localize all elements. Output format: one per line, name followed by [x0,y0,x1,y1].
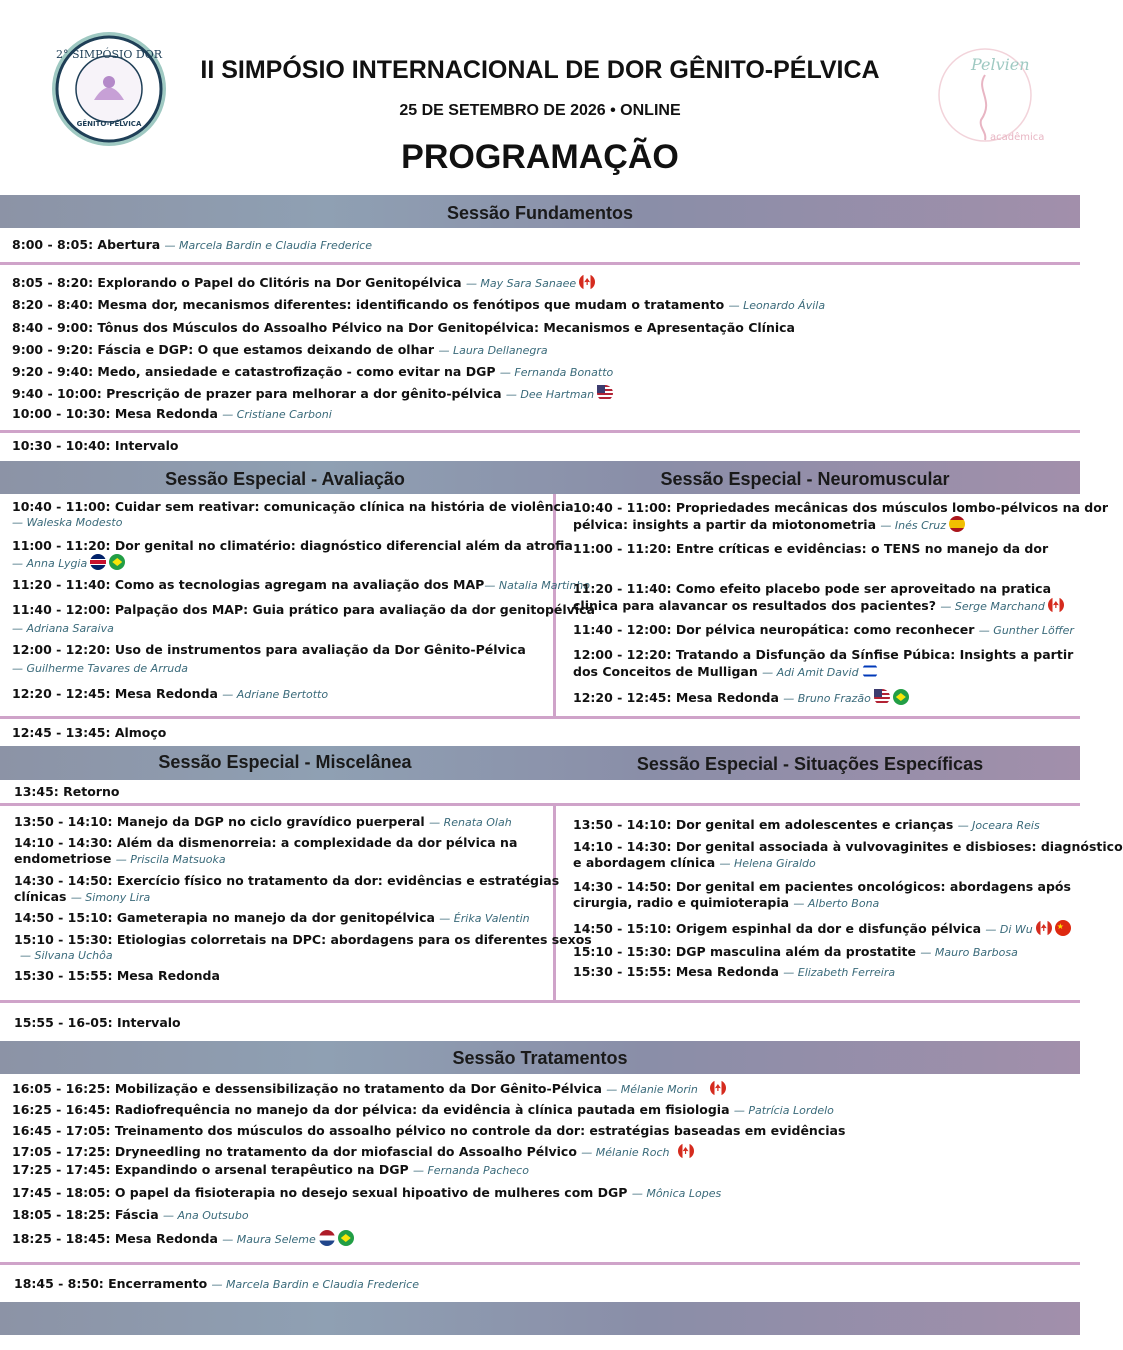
canada-flag-icon [710,1080,726,1096]
session-title-tratamentos: Sessão Tratamentos [452,1048,628,1068]
schedule-row: 9:40 - 10:00: Prescrição de prazer para melhorar a dor gênito-pélvica — Dee Hartman [12,385,613,403]
netherlands-flag-icon [319,1230,335,1246]
schedule-row: 15:10 - 15:30: DGP masculina além da prostatite — Mauro Barbosa [573,944,1018,959]
event-date: 25 DE SETEMBRO DE 2026 • ONLINE [399,102,681,119]
svg-text:Pelvien: Pelvien [971,55,1030,74]
schedule-row: 10:40 - 11:00: Cuidar sem reativar: comunicação clínica na história de violência — Waleska Modesto [12,499,574,529]
brazil-flag-icon [109,554,125,570]
canada-flag-icon [1036,920,1052,936]
schedule-row: 9:00 - 9:20: Fáscia e DGP: O que estamos deixando de olhar — Laura Dellanegra [12,342,548,357]
break-row: 15:55 - 16-05: Intervalo [14,1015,181,1030]
schedule-row: 14:10 - 14:30: Além da dismenorreia: a complexidade da dor pélvica na endometriose — Priscila Matsuoka [14,835,518,866]
opening-row: 8:00 - 8:05: Abertura — Marcela Bardin e Claudia Frederice [12,237,372,252]
schedule-row: 8:05 - 8:20: Explorando o Papel do Clitóris na Dor Genitopélvica — May Sara Sanaee [12,274,595,292]
session-title-situacoes: Sessão Especial - Situações Específicas [636,754,984,774]
schedule-row: 12:00 - 12:20: Uso de instrumentos para avaliação da Dor Gênito-Pélvica — Guilherme Tavares de Arruda [12,642,526,675]
schedule-row: 15:30 - 15:55: Mesa Redonda — Elizabeth Ferreira [573,964,896,979]
schedule-row: 14:30 - 14:50: Exercício físico no tratamento da dor: evidências e estratégias clínicas — Simony Lira [14,873,560,904]
page-heading: PROGRAMAÇÃO [401,138,679,176]
brazil-flag-icon [893,689,909,705]
usa-flag-icon [874,689,890,705]
schedule-row: 11:20 - 11:40: Como as tecnologias agregam na avaliação dos MAP— Natalia Martinho [12,577,591,592]
schedule-row: 16:25 - 16:45: Radiofrequência no manejo da dor pélvica: da evidência à clínica pautada em fisiologia — Patrícia Lordelo [12,1102,834,1117]
schedule-row: 8:20 - 8:40: Mesma dor, mecanismos diferentes: identificando os fenótipos que mudam o tratamento — Leonardo Ávila [12,297,826,312]
schedule-row: 11:40 - 12:00: Dor pélvica neuropática: como reconhecer — Gunther Löffer [573,622,1074,637]
uk-flag-icon [90,554,106,570]
divider [0,430,1080,433]
schedule-row: 14:50 - 15:10: Origem espinhal da dor e disfunção pélvica — Di Wu★ [573,920,1071,938]
pelvien-logo [935,40,1045,150]
schedule-row: 14:50 - 15:10: Gameterapia no manejo da dor genitopélvica — Érika Valentin [14,910,530,925]
schedule-row: 12:20 - 12:45: Mesa Redonda — Adriane Bertotto [12,686,329,701]
schedule-row: 10:00 - 10:30: Mesa Redonda — Cristiane Carboni [12,406,332,421]
schedule-row: 17:05 - 17:25: Dryneedling no tratamento da dor miofascial do Assoalho Pélvico — Mélanie Roch [12,1143,694,1161]
schedule-row: 13:50 - 14:10: Manejo da DGP no ciclo gravídico puerperal — Renata Olah [14,814,512,829]
session-title-avaliacao: Sessão Especial - Avaliação [165,469,405,489]
schedule-row: 13:50 - 14:10: Dor genital em adolescentes e crianças — Joceara Reis [573,817,1040,832]
footer-band [0,1302,1080,1335]
usa-flag-icon [597,385,613,401]
schedule-row: 18:25 - 18:45: Mesa Redonda — Maura Seleme [12,1230,354,1248]
schedule-row: 9:20 - 9:40: Medo, ansiedade e catastrofização - como evitar na DGP — Fernanda Bonatto [12,364,614,379]
schedule-row: 15:30 - 15:55: Mesa Redonda [14,968,220,983]
israel-flag-icon [862,663,878,679]
schedule-row: 8:40 - 9:00: Tônus dos Músculos do Assoalho Pélvico na Dor Genitopélvica: Mecanismos e Apresentação Clínica [12,320,795,335]
schedule-row: 18:05 - 18:25: Fáscia — Ana Outsubo [12,1207,249,1222]
canada-flag-icon [579,274,595,290]
divider [0,262,1080,265]
return-row: 13:45: Retorno [14,784,120,799]
session-title-miscelanea: Sessão Especial - Miscelânea [158,752,412,772]
schedule-row: 11:20 - 11:40: Como efeito placebo pode ser aproveitado na pratica clinica para alavancar os resultados dos pacientes? — Serge Marchand [573,581,1064,615]
schedule-row: 17:45 - 18:05: O papel da fisioterapia no desejo sexual hipoativo de mulheres com DGP — Mônica Lopes [12,1185,722,1200]
break-row: 10:30 - 10:40: Intervalo [12,438,179,453]
session-title-neuromuscular: Sessão Especial - Neuromuscular [660,469,950,489]
schedule-row: 16:45 - 17:05: Treinamento dos músculos do assoalho pélvico no controle da dor: estratégias baseadas em evidências [12,1123,846,1138]
event-title: II SIMPÓSIO INTERNACIONAL DE DOR GÊNITO-PÉLVICA [200,56,880,84]
schedule-row: 11:40 - 12:00: Palpação dos MAP: Guia prático para avaliação da dor genitopélvica — Adriana Saraiva [12,602,595,635]
svg-text:2° SIMPÓSIO DOR: 2° SIMPÓSIO DOR [55,48,163,61]
divider [0,1000,1080,1003]
schedule-row: 15:10 - 15:30: Etiologias colorretais na DPC: abordagens para os diferentes sexos — Silvana Uchôa [14,932,592,962]
divider [0,1262,1080,1265]
canada-flag-icon [1048,597,1064,613]
schedule-row: 12:00 - 12:20: Tratando a Disfunção da Sínfise Púbica: Insights a partir dos Conceitos de Mulligan — Adi Amit David [573,647,1074,679]
divider [0,716,1080,719]
session-title-fundamentos: Sessão Fundamentos [446,203,634,223]
svg-text:GÊNITO-PÉLVICA: GÊNITO-PÉLVICA [76,120,142,128]
svg-text:acadêmica: acadêmica [990,132,1045,143]
lunch-row: 12:45 - 13:45: Almoço [12,725,167,740]
schedule-row: 14:10 - 14:30: Dor genital associada à vulvovaginites e disbioses: diagnóstico e abordagem clínica — Helena Giraldo [573,839,1123,870]
canada-flag-icon [678,1143,694,1159]
closing-row: 18:45 - 8:50: Encerramento — Marcela Bardin e Claudia Frederice [14,1276,419,1291]
schedule-row: 12:20 - 12:45: Mesa Redonda — Bruno Frazão [573,689,909,707]
brazil-flag-icon [338,1230,354,1246]
schedule-row: 17:25 - 17:45: Expandindo o arsenal terapêutico na DGP — Fernanda Pacheco [12,1162,529,1177]
schedule-row: 10:40 - 11:00: Propriedades mecânicas dos músculos lombo-pélvicos na dor pélvica: insights a partir da miotonometria — Inés Cruz [573,500,1108,532]
schedule-row: 11:00 - 11:20: Dor genital no climatério: diagnóstico diferencial além da atrofia — Anna Lygia [12,538,573,570]
symposium-logo [50,30,168,148]
spain-flag-icon [949,516,965,532]
schedule-row: 16:05 - 16:25: Mobilização e dessensibilização no tratamento da Dor Gênito-Pélvica — Mélanie Morin [12,1080,726,1098]
china-flag-icon [1055,920,1071,936]
schedule-row: 14:30 - 14:50: Dor genital em pacientes oncológicos: abordagens após cirurgia, radio e quimioterapia — Alberto Bona [573,879,1071,910]
schedule-row: 11:00 - 11:20: Entre críticas e evidências: o TENS no manejo da dor [573,541,1049,556]
divider [0,803,1080,806]
